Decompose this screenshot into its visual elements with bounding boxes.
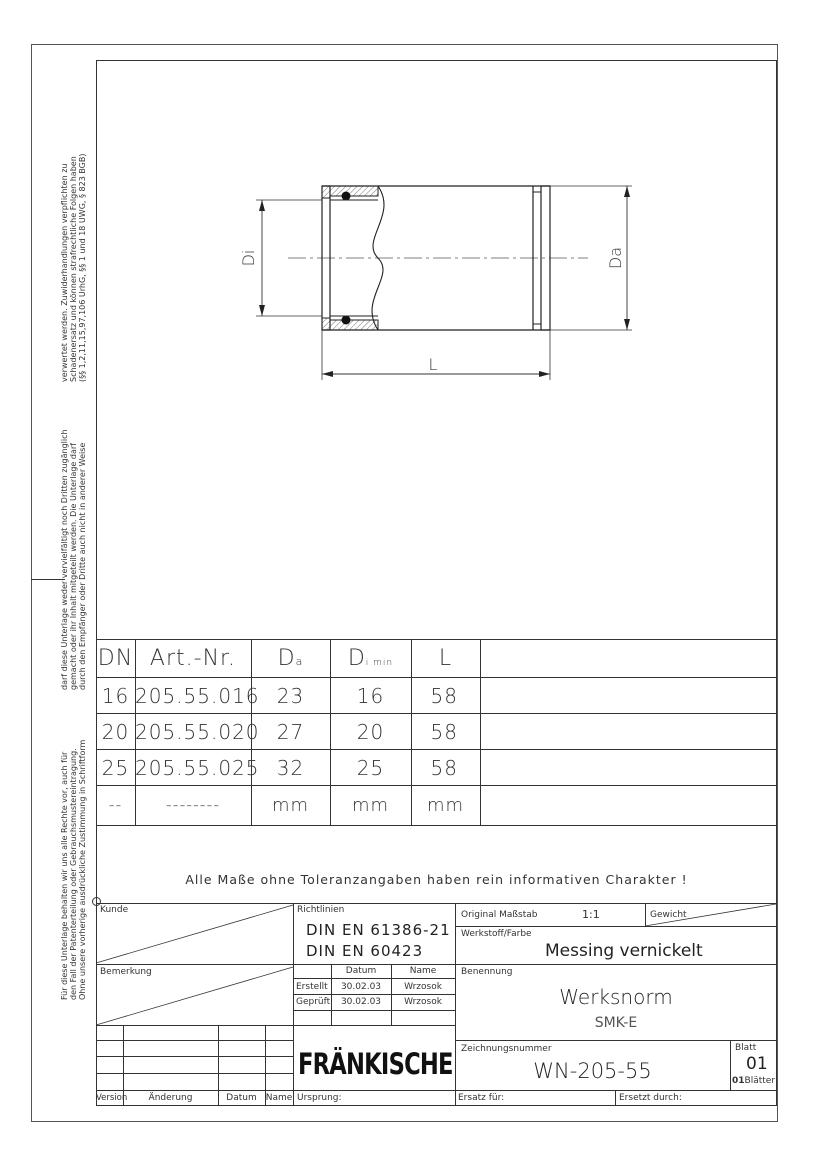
table-cell-da: 23 [276, 684, 305, 708]
legal-notice-line: Ohne unsere vorherige ausdrückliche Zustimmung in Schriftform [78, 739, 87, 1000]
name-label: Name [265, 1093, 293, 1103]
benennung-label: Benennung [461, 967, 513, 977]
table-cell-da: 27 [276, 720, 305, 744]
unit-cell-dn: -- [108, 795, 123, 814]
unit-cell-art: -------- [165, 795, 221, 814]
gewicht-label: Gewicht [650, 910, 687, 920]
table-cell-art: 205.55.025 [135, 756, 260, 780]
blaetter: 01Blätter [732, 1076, 776, 1086]
table-cell-l: 58 [430, 756, 458, 780]
geprueft-datum: 30.02.03 [340, 997, 382, 1007]
di-label: Di [239, 249, 258, 267]
ursprung-label: Ursprung: [297, 1093, 342, 1103]
richtlinien-label: Richtlinien [297, 905, 345, 915]
legal-notice-block-1 [60, 740, 87, 1000]
unit-cell-l: mm [426, 795, 465, 816]
massstab-label: Original Maßstab [461, 910, 538, 920]
erstellt-datum: 30.02.03 [340, 982, 382, 992]
unit-cell-di: mm [351, 795, 390, 816]
left-flange-bottom-section [322, 318, 330, 330]
legal-notice-line: Für diese Unterlage behalten wir uns alle Rechte vor, auch für [60, 751, 69, 1000]
ersatz-fuer-label: Ersatz für: [458, 1093, 505, 1103]
legal-notice-line: (§§ 1,2,11,15,97,106 UrhG, §§ 1 und 18 UWG, § 823 BGB) [78, 153, 87, 382]
erstellt-label: Erstellt [296, 982, 328, 992]
zeichnungsnummer-value: WN-205-55 [533, 1059, 652, 1083]
benennung-value: Werksnorm [559, 985, 673, 1009]
table-cell-art: 205.55.016 [135, 684, 260, 708]
left-flange-top-section [322, 186, 330, 198]
legal-notice-line: gemacht oder ihr Inhalt mitgeteilt werden. Die Unterlage darf [69, 443, 78, 690]
table-cell-dn: 20 [101, 720, 130, 744]
zeichnungsnummer-label: Zeichnungsnummer [461, 1044, 552, 1054]
version-label: Version [96, 1093, 128, 1103]
company-logo: FRÄNKISCHE [298, 1047, 453, 1081]
l-label: L [428, 355, 438, 374]
table-cell-l: 58 [430, 684, 458, 708]
bemerkung-label: Bemerkung [100, 967, 152, 977]
ersetzt-durch-label: Ersetzt durch: [619, 1093, 682, 1103]
norm-1: DIN EN 61386-21 [306, 921, 451, 939]
blatt-label: Blatt [735, 1043, 757, 1053]
header-di-min: Di min [347, 646, 394, 671]
legal-notice-line: verwertet werden. Zuwiderhandlungen verpflichten zu [60, 163, 69, 382]
kunde-label: Kunde [100, 905, 129, 915]
kunde-diagonal [96, 903, 294, 965]
table-cell-dn: 25 [101, 756, 130, 780]
gewicht-diagonal [645, 903, 777, 927]
blatt-value: 01 [746, 1054, 768, 1074]
header-dn: DN [97, 646, 134, 671]
datum-header: Datum [345, 966, 377, 976]
tolerance-note: Alle Maße ohne Toleranzangaben haben rein informativen Charakter ! [185, 872, 688, 887]
table-cell-da: 32 [276, 756, 305, 780]
table-cell-art: 205.55.020 [135, 720, 260, 744]
table-cell-di: 20 [356, 720, 385, 744]
geprueft-label: Geprüft [296, 997, 331, 1007]
legal-notice-line: durch den Empfänger oder Dritte auch nicht in anderer Weise [78, 442, 87, 690]
werkstoff-label: Werkstoff/Farbe [461, 929, 532, 939]
header-art-nr: Art.-Nr. [149, 646, 237, 671]
o-ring-bottom [342, 316, 351, 325]
norm-2: DIN EN 60423 [306, 942, 424, 960]
datum-label: Datum [226, 1093, 257, 1103]
unit-cell-da: mm [271, 795, 310, 816]
table-cell-di: 16 [356, 684, 385, 708]
da-label: Da [606, 246, 625, 270]
table-cell-l: 58 [430, 720, 458, 744]
legal-notice-line: den Fall der Patenterteilung oder Gebrauchsmustereintragung. [69, 748, 78, 1000]
werkstoff-value: Messing vernickelt [545, 941, 703, 961]
erstellt-name: Wrzosok [404, 982, 442, 992]
bemerkung-diagonal [96, 965, 294, 1027]
table-cell-di: 25 [356, 756, 385, 780]
legal-notice-line: Schadenersatz und können strafrechtliche Folgen haben [69, 156, 78, 382]
header-l: L [438, 646, 453, 671]
wall-section-top [330, 186, 378, 196]
aenderung-label: Änderung [148, 1093, 193, 1103]
legal-notice-line: darf diese Unterlage weder vervielfältigt noch Dritten zugänglich [60, 429, 69, 690]
header-da: Da [277, 646, 304, 671]
wall-section-bottom [330, 320, 378, 330]
massstab-value: 1:1 [582, 908, 600, 921]
geprueft-name: Wrzosok [404, 997, 442, 1007]
o-ring-top [342, 192, 351, 201]
name-header: Name [409, 966, 437, 976]
benennung-sub: SMK-E [594, 1015, 638, 1031]
table-cell-dn: 16 [101, 684, 130, 708]
